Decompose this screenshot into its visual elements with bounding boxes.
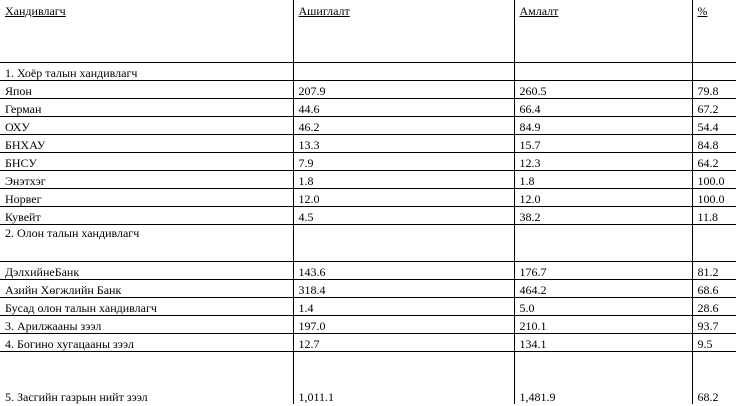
table-row: [0, 333, 736, 351]
table-header-row: [0, 0, 736, 62]
row-label: 5. Засгийн газрын нийт зээл: [5, 389, 148, 404]
row-pledged: 84.9: [514, 116, 692, 134]
row-percent: 79.8: [692, 80, 736, 98]
header-donor: Хандивлагч: [0, 0, 293, 62]
row-percent: [692, 62, 736, 80]
row-label: БНСУ: [0, 152, 293, 170]
table-row: [0, 134, 736, 152]
row-pledged: 12.3: [514, 152, 692, 170]
row-committed: 143.6: [293, 261, 514, 279]
row-pledged: 134.1: [514, 333, 692, 351]
row-percent: 100.0: [692, 170, 736, 188]
table-row: [0, 315, 736, 333]
row-pledged: [514, 224, 692, 261]
row-committed: 46.2: [293, 116, 514, 134]
row-label: БНХАУ: [0, 134, 293, 152]
row-committed: 207.9: [293, 80, 514, 98]
header-percent: %: [692, 0, 736, 62]
row-pledged: 1.8: [514, 170, 692, 188]
header-committed: Ашиглалт: [293, 0, 514, 62]
table-row: [0, 62, 736, 80]
row-pledged: 260.5: [514, 80, 692, 98]
table-row: [0, 279, 736, 297]
row-label: Герман: [0, 98, 293, 116]
table-row: [0, 152, 736, 170]
row-percent: 9.5: [692, 333, 736, 351]
table-row: [0, 98, 736, 116]
row-percent: 81.2: [692, 261, 736, 279]
row-committed: 318.4: [293, 279, 514, 297]
table-row: [0, 297, 736, 315]
row-pledged: 5.0: [514, 297, 692, 315]
table-row: [0, 224, 736, 261]
row-pledged: 38.2: [514, 206, 692, 224]
row-percent: 84.8: [692, 134, 736, 152]
row-percent: 11.8: [692, 206, 736, 224]
row-label: 3. Арилжааны зээл: [0, 315, 293, 333]
table-row: [0, 351, 736, 404]
row-percent: 100.0: [692, 188, 736, 206]
row-label: Япон: [0, 80, 293, 98]
row-pledged: 210.1: [514, 315, 692, 333]
row-label: ОХУ: [0, 116, 293, 134]
row-committed: 44.6: [293, 98, 514, 116]
row-pledged: 464.2: [514, 279, 692, 297]
row-percent: 64.2: [692, 152, 736, 170]
table-row: [0, 80, 736, 98]
row-label: Энэтхэг: [0, 170, 293, 188]
row-pledged: 15.7: [514, 134, 692, 152]
row-pledged: 12.0: [514, 188, 692, 206]
row-percent: [692, 224, 736, 261]
row-committed: [293, 62, 514, 80]
table-row: [0, 188, 736, 206]
row-label: 4. Богино хугацааны зээл: [0, 333, 293, 351]
table-row: [0, 116, 736, 134]
row-percent: 93.7: [692, 315, 736, 333]
table-row: [0, 206, 736, 224]
row-committed: 12.7: [293, 333, 514, 351]
row-committed: 4.5: [293, 206, 514, 224]
row-pledged: [514, 62, 692, 80]
row-pledged: 66.4: [514, 98, 692, 116]
row-percent: 54.4: [692, 116, 736, 134]
row-label: 1. Хоёр талын хандивлагч: [0, 62, 293, 80]
row-committed: 12.0: [293, 188, 514, 206]
table-row: [0, 170, 736, 188]
row-committed: 1.4: [293, 297, 514, 315]
header-pledged: Амлалт: [514, 0, 692, 62]
table-row: [0, 261, 736, 279]
row-label: Норвег: [0, 188, 293, 206]
row-committed: 1,011.1: [293, 351, 514, 404]
row-pledged: 176.7: [514, 261, 692, 279]
row-label: ДэлхийнеБанк: [0, 261, 293, 279]
row-committed: 1.8: [293, 170, 514, 188]
row-committed: 13.3: [293, 134, 514, 152]
row-label: 2. Олон талын хандивлагч: [0, 224, 293, 261]
row-committed: [293, 224, 514, 261]
row-label: Кувейт: [0, 206, 293, 224]
row-percent: 68.2: [692, 351, 736, 404]
row-percent: 28.6: [692, 297, 736, 315]
row-committed: 7.9: [293, 152, 514, 170]
row-label: Азийн Хөгжлийн Банк: [0, 279, 293, 297]
row-pledged: 1,481.9: [514, 351, 692, 404]
row-percent: 67.2: [692, 98, 736, 116]
row-label: Бусад олон талын хандивлагч: [0, 297, 293, 315]
row-committed: 197.0: [293, 315, 514, 333]
row-percent: 68.6: [692, 279, 736, 297]
